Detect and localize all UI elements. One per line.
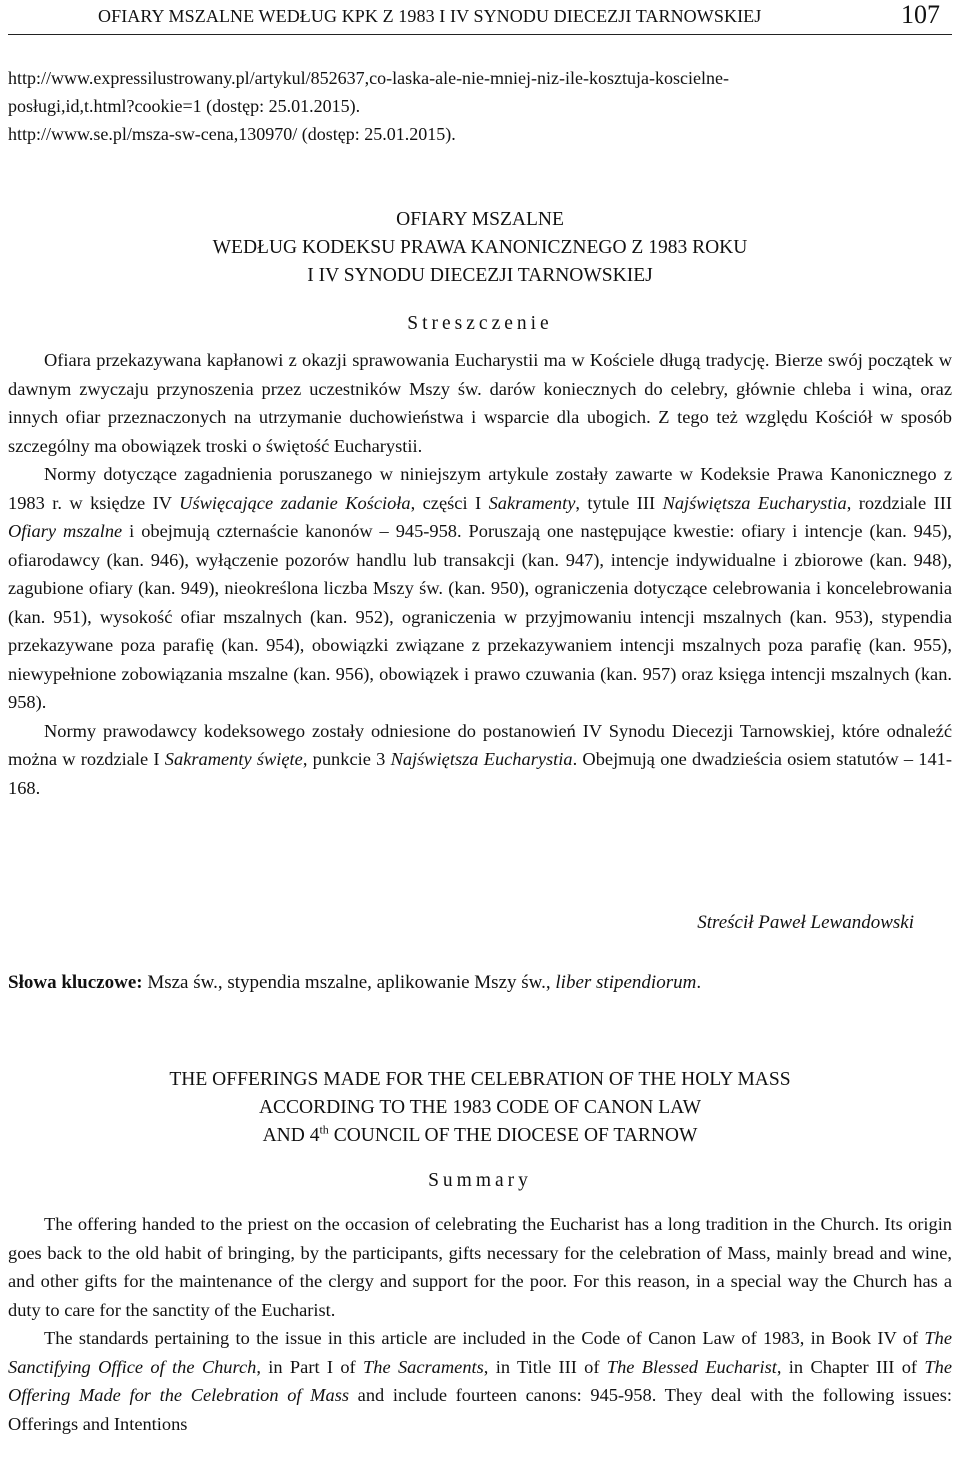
text-span: , części I (410, 492, 489, 513)
polish-paragraph-2 (8, 460, 952, 717)
italic-span: Najświętsza Eucharystia (390, 749, 573, 769)
text-span: AND 4 (262, 1125, 320, 1146)
text-span: , in Chapter III of (776, 1356, 925, 1377)
polish-title-line-1: OFIARY MSZALNE (396, 209, 564, 230)
keywords-text: Msza św., stypendia mszalne, aplikowanie Mszy św., (142, 972, 556, 993)
english-paragraph-1: The offering handed to the priest on the occasion of celebrating the Eucharist has a long tradition in the Church. Its origin goes back to the old habit of bringing, by the participants, gifts necessary for the celebration of Mass, mainly bread and wine, and other gifts for the maintenance of the clergy and support for the poor. For this reason, in a special way the Church has a duty to care for the sanctity of the Eucharist. (8, 1214, 952, 1320)
polish-summary-body (8, 346, 952, 802)
italic-span: The Offering Made for the Celebration of Mass (8, 1356, 952, 1405)
text-span: , rozdziale III (846, 492, 952, 513)
polish-title-line-2: WEDŁUG KODEKSU PRAWA KANONICZNEGO Z 1983 ROKU (212, 237, 748, 258)
reference-line: http://www.se.pl/msza-sw-cena,130970/ (dostęp: 25.01.2015). (8, 124, 456, 144)
reference-list (8, 64, 952, 148)
text-span: , in Title III of (483, 1356, 607, 1377)
polish-title-line-3: I IV SYNODU DIECEZJI TARNOWSKIEJ (307, 265, 653, 286)
reference-line: posługi,id,t.html?cookie=1 (dostęp: 25.01.2015). (8, 96, 361, 116)
english-summary-body (8, 1210, 952, 1438)
keywords-label: Słowa kluczowe: (8, 972, 143, 993)
text-span: . Obejmują one dwadzieścia osiem statutów – 141-168. (8, 749, 952, 798)
text-span: Normy dotyczące zagadnienia poruszanego w niniejszym artykule zostały zawarte w Kodeksie Prawa Kanonicznego z 1983 r. w księdze IV (8, 464, 952, 513)
page-number: 107 (901, 0, 940, 29)
text-span: , in Part I of (256, 1356, 364, 1377)
polish-paragraph-3 (8, 717, 952, 803)
keywords-end: . (696, 972, 702, 993)
superscript: th (319, 1122, 329, 1137)
text-span: The standards pertaining to the issue in this article are included in the Code of Canon Law of 1983, in Book IV of (44, 1328, 925, 1348)
english-title (0, 1066, 960, 1150)
italic-span: Sakramenty święte (164, 749, 303, 769)
italic-span: Sakramenty (488, 492, 576, 513)
polish-keywords (8, 972, 952, 994)
english-paragraph-2 (8, 1324, 952, 1438)
text-span: i obejmują czternaście kanonów – 945-958. Poruszają one następujące kwestie: ofiary i intencje (kan. 945), ofiarodawcy (kan. 946), wyłączenie pozorów handlu lub transakcji (kan. 947), intencje indywidualne i zbiorowe (kan. 948), zagubione ofiary (kan. 949), nieokreślona liczba Mszy św. (kan. 950), ograniczenia dotyczące celebrowania i koncelebrowania (kan. 951), wysokość ofiar mszalnych (kan. 952), ograniczenia w przyjmowaniu intencji mszalnych (kan. 953), stypendia przekazywane poza parafię (kan. 954), obowiązki związane z przekazywaniem intencji mszalnych poza parafię (kan. 955), niewypełnione zobowiązania mszalne (kan. 956), obowiązek i prawo czuwania (kan. 957) oraz księga intencji mszalnych (kan. 958). (8, 521, 952, 712)
summary-author-signature: Streścił Paweł Lewandowski (697, 912, 914, 933)
keywords-italic: liber stipendiorum (555, 972, 697, 993)
polish-paragraph-1: Ofiara przekazywana kapłanowi z okazji sprawowania Eucharystii ma w Kościele długą tradycję. Bierze swój początek w dawnym zwyczaju przynoszenia przez uczestników Mszy św. darów koniecznych do celebry, głównie chleba i wina, oraz innych ofiar przeznaczonych na utrzymanie duchowieństwa i wsparcie dla ubogich. Z tego też względu Kościół w sposób szczególny ma obowiązek troski o świętość Eucharystii. (8, 350, 952, 456)
italic-span: Uświęcające zadanie Kościoła (179, 492, 411, 513)
italic-span: The Sacraments (363, 1356, 484, 1377)
polish-summary-label: Streszczenie (407, 313, 553, 334)
english-summary-label: Summary (428, 1170, 532, 1191)
text-span: and include fourteen canons: 945-958. They deal with the following issues: Offerings and Intentions (8, 1385, 952, 1434)
text-span: COUNCIL OF THE DIOCESE OF TARNOW (328, 1125, 698, 1146)
running-head-title: OFIARY MSZALNE WEDŁUG KPK Z 1983 I IV SYNODU DIECEZJI TARNOWSKIEJ (98, 6, 762, 26)
reference-line: http://www.expressilustrowany.pl/artykul/852637,co-laska-ale-nie-mniej-niz-ile-kosztuja-koscielne- (8, 68, 729, 88)
polish-title (0, 206, 960, 290)
italic-span: The Sanctifying Office of the Church (8, 1328, 952, 1377)
text-span: , punkcie 3 (302, 749, 391, 769)
text-span: , tytule III (575, 492, 663, 513)
italic-span: Najświętsza Eucharystia (662, 492, 847, 513)
text-span: Normy prawodawcy kodeksowego zostały odniesione do postanowień IV Synodu Diecezji Tarnowskiej, które odnaleźć można w rozdziale I (8, 720, 952, 769)
english-title-line-3 (0, 1122, 960, 1150)
italic-span: The Blessed Eucharist (606, 1356, 777, 1377)
english-title-line-2: ACCORDING TO THE 1983 CODE OF CANON LAW (258, 1097, 702, 1118)
english-title-line-1: THE OFFERINGS MADE FOR THE CELEBRATION OF THE HOLY MASS (169, 1069, 791, 1090)
running-head (8, 0, 952, 35)
italic-span: Ofiary mszalne (8, 521, 123, 541)
